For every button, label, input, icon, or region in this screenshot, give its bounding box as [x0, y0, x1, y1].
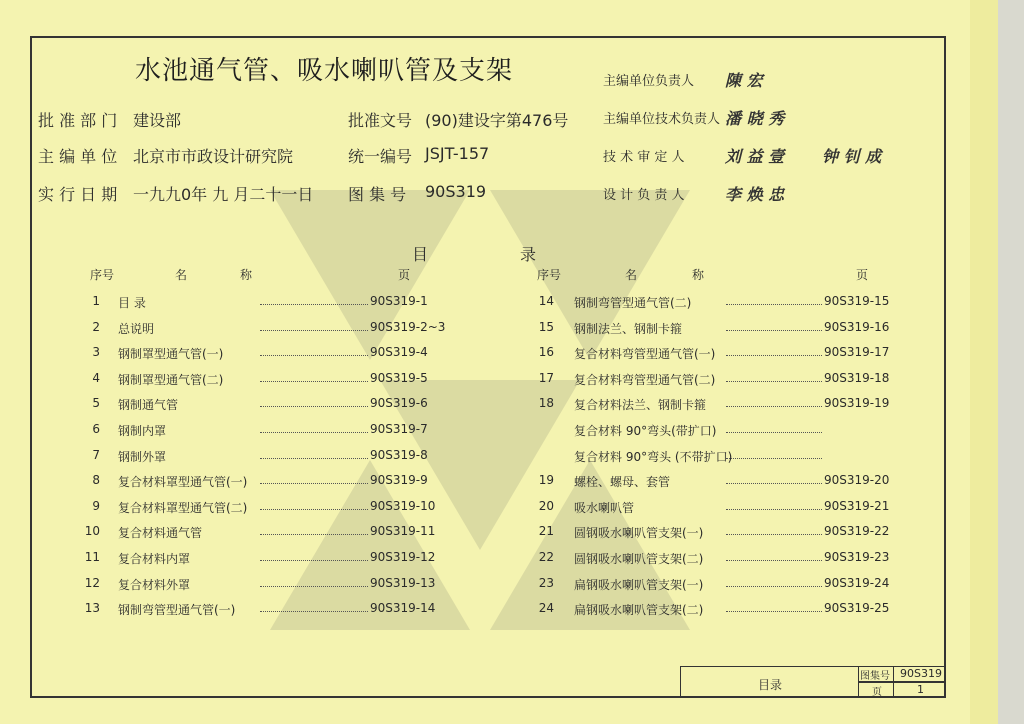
- toc-row-number: 10: [84, 524, 100, 539]
- toc-row-page: 90S319-25: [824, 601, 890, 616]
- toc-row-number: 3: [92, 345, 100, 360]
- toc-row-page: 90S319-18: [824, 370, 890, 385]
- toc-row-name: 复合材料弯管型通气管(一): [574, 347, 716, 362]
- toc-leader-dots: [726, 524, 822, 535]
- toc-row-name: 复合材料罩型通气管(一): [118, 475, 248, 490]
- toc-row-name: 螺栓、螺母、套管: [574, 475, 671, 490]
- toc-row-name: 复合材料法兰、钢制卡箍: [574, 398, 707, 413]
- toc-row-number: 8: [92, 473, 100, 488]
- toc-row-number: 2: [92, 319, 100, 334]
- field-value-effective-date: 一九九0年 九 月二十一日: [133, 185, 314, 204]
- col-header-name-right: 名: [625, 268, 638, 282]
- toc-title-right: 录: [520, 245, 537, 264]
- toc-row-number: 24: [538, 601, 554, 616]
- document-title: 水池通气管、吸水喇叭管及支架: [135, 56, 514, 86]
- toc-row-name: 钢制罩型通气管(二): [118, 372, 224, 387]
- toc-leader-dots: [726, 396, 822, 407]
- toc-leader-dots: [726, 294, 822, 305]
- role-label-tech-chief: 主编单位技术负责人: [603, 112, 721, 127]
- toc-row-name: 扁钢吸水喇叭管支架(一): [574, 577, 704, 592]
- toc-leader-dots: [260, 422, 368, 433]
- field-value-unified-no: JSJT-157: [425, 144, 490, 163]
- toc-row-name: 复合材料罩型通气管(二): [118, 500, 248, 515]
- page-edge-shadow: [970, 0, 998, 724]
- col-header-page-right: 页: [856, 268, 869, 282]
- title-block-sheet-name: 目录: [758, 678, 783, 692]
- signature-design-lead: 李 焕 忠: [725, 185, 785, 204]
- toc-row-name: 钢制通气管: [118, 398, 179, 413]
- toc-row-name: 复合材料 90°弯头(带扩口): [574, 424, 717, 438]
- field-value-editor-unit: 北京市市政设计研究院: [133, 147, 294, 166]
- toc-leader-dots: [260, 294, 368, 305]
- toc-row-number: 1: [92, 294, 100, 308]
- field-value-approving-dept: 建设部: [133, 111, 182, 130]
- toc-leader-dots: [260, 499, 368, 510]
- toc-row-name: 扁钢吸水喇叭管支架(二): [574, 603, 704, 618]
- toc-leader-dots: [260, 371, 368, 382]
- toc-row-name: 钢制弯管型通气管(二): [574, 296, 692, 310]
- toc-leader-dots: [726, 345, 822, 356]
- col-header-seq-right: 序号: [537, 268, 562, 282]
- toc-leader-dots: [260, 576, 368, 587]
- field-label-approval-no: 批准文号: [348, 111, 413, 130]
- field-label-unified-no: 统一编号: [348, 147, 413, 166]
- toc-row-name: 钢制罩型通气管(一): [118, 347, 224, 362]
- toc-row-number: 17: [538, 370, 554, 385]
- col-header-seq-left: 序号: [90, 268, 115, 282]
- toc-leader-dots: [260, 550, 368, 561]
- toc-row-number: 15: [538, 319, 554, 334]
- toc-row-page: 90S319-7: [370, 422, 428, 436]
- toc-leader-dots: [726, 550, 822, 561]
- title-block-atlas-label: 图集号: [860, 671, 890, 682]
- toc-row-number: 7: [92, 447, 100, 462]
- toc-leader-dots: [260, 320, 368, 331]
- field-label-effective-date: 实 行 日 期: [38, 185, 118, 204]
- toc-leader-dots: [260, 396, 368, 407]
- toc-row-page: 90S319-13: [370, 575, 436, 590]
- toc-leader-dots: [726, 371, 822, 382]
- toc-row-number: 22: [538, 550, 554, 564]
- toc-row-name: 钢制外罩: [118, 449, 167, 464]
- toc-leader-dots: [260, 473, 368, 484]
- toc-leader-dots: [726, 473, 822, 484]
- toc-leader-dots: [726, 601, 822, 612]
- signature-chief: 陳 宏: [725, 71, 763, 90]
- toc-row-page: 90S319-12: [370, 550, 436, 564]
- toc-row-page: 90S319-14: [370, 601, 436, 616]
- toc-row-number: 13: [84, 601, 100, 616]
- toc-row-number: 14: [538, 294, 554, 308]
- toc-leader-dots: [726, 576, 822, 587]
- toc-row-number: 9: [92, 498, 100, 513]
- field-label-approving-dept: 批 准 部 门: [38, 111, 118, 130]
- toc-row-name: 复合材料内罩: [118, 552, 191, 566]
- toc-row-page: 90S319-16: [824, 319, 890, 334]
- toc-row-page: 90S319-4: [370, 345, 428, 360]
- col-header-name2-right: 称: [692, 268, 705, 282]
- toc-row-number: 20: [538, 498, 554, 513]
- toc-leader-dots: [260, 345, 368, 356]
- toc-row-name: 圆钢吸水喇叭管支架(一): [574, 526, 704, 541]
- toc-row-name: 复合材料弯管型通气管(二): [574, 372, 716, 387]
- toc-row-name: 目 录: [118, 296, 146, 310]
- toc-row-name: 钢制内罩: [118, 424, 167, 438]
- toc-row-name: 复合材料 90°弯头 (不带扩口): [574, 449, 733, 464]
- field-value-approval-no: (90)建设字第476号: [425, 111, 569, 130]
- toc-leader-dots: [726, 422, 822, 433]
- role-label-chief: 主编单位负责人: [603, 74, 695, 89]
- toc-leader-dots: [726, 320, 822, 331]
- toc-row-name: 圆钢吸水喇叭管支架(二): [574, 552, 704, 566]
- toc-row-number: 19: [538, 473, 554, 488]
- col-header-name-left: 名: [175, 268, 188, 282]
- toc-row-page: 90S319-10: [370, 498, 436, 513]
- field-label-editor-unit: 主 编 单 位: [38, 147, 118, 166]
- toc-row-page: 90S319-11: [370, 524, 436, 539]
- toc-row-name: 总说明: [118, 321, 155, 336]
- toc-row-page: 90S319-20: [824, 473, 890, 488]
- field-label-atlas-no: 图 集 号: [348, 185, 407, 204]
- field-value-atlas-no: 90S319: [425, 182, 487, 201]
- toc-row-page: 90S319-23: [824, 550, 890, 564]
- toc-row-page: 90S319-9: [370, 473, 428, 488]
- signature-extra: 钟 钊 成: [822, 147, 882, 166]
- toc-row-number: 23: [538, 575, 554, 590]
- toc-row-page: 90S319-21: [824, 498, 890, 513]
- toc-row-page: 90S319-8: [370, 447, 428, 462]
- toc-row-page: 90S319-1: [370, 294, 428, 308]
- toc-row-number: 11: [84, 550, 100, 564]
- title-block-page-value: 1: [917, 683, 924, 696]
- toc-row-page: 90S319-19: [824, 396, 890, 411]
- role-label-design-lead: 设 计 负 责 人: [603, 188, 685, 203]
- col-header-name2-left: 称: [240, 268, 253, 282]
- toc-leader-dots: [260, 448, 368, 459]
- signature-reviewer: 刘 益 壹: [725, 147, 785, 166]
- toc-row-name: 复合材料通气管: [118, 526, 203, 541]
- toc-leader-dots: [260, 524, 368, 535]
- toc-title-left: 目: [412, 245, 429, 264]
- toc-row-page: 90S319-2~3: [370, 319, 446, 334]
- toc-row-page: 90S319-22: [824, 524, 890, 539]
- toc-row-number: 18: [538, 396, 554, 411]
- title-block-page-label: 页: [872, 687, 882, 698]
- toc-row-number: 21: [538, 524, 554, 539]
- col-header-page-left: 页: [398, 268, 411, 282]
- signature-tech-chief: 潘 晓 秀: [725, 109, 785, 128]
- toc-leader-dots: [260, 601, 368, 612]
- toc-row-page: 90S319-17: [824, 345, 890, 360]
- toc-row-number: 12: [84, 575, 100, 590]
- toc-row-page: 90S319-15: [824, 294, 890, 308]
- toc-row-number: 6: [92, 422, 100, 436]
- toc-row-number: 5: [92, 396, 100, 411]
- toc-row-number: 4: [92, 370, 100, 385]
- toc-row-number: 16: [538, 345, 554, 360]
- toc-row-name: 钢制法兰、钢制卡箍: [574, 321, 683, 336]
- title-block-atlas-value: 90S319: [900, 667, 942, 680]
- toc-row-name: 复合材料外罩: [118, 577, 191, 592]
- toc-leader-dots: [726, 448, 822, 459]
- scanner-margin: [998, 0, 1024, 724]
- toc-row-page: 90S319-6: [370, 396, 428, 411]
- toc-row-page: 90S319-5: [370, 370, 428, 385]
- role-label-reviewer: 技 术 审 定 人: [603, 150, 685, 165]
- toc-row-name: 吸水喇叭管: [574, 500, 635, 515]
- toc-row-page: 90S319-24: [824, 575, 890, 590]
- toc-row-name: 钢制弯管型通气管(一): [118, 603, 236, 618]
- toc-leader-dots: [726, 499, 822, 510]
